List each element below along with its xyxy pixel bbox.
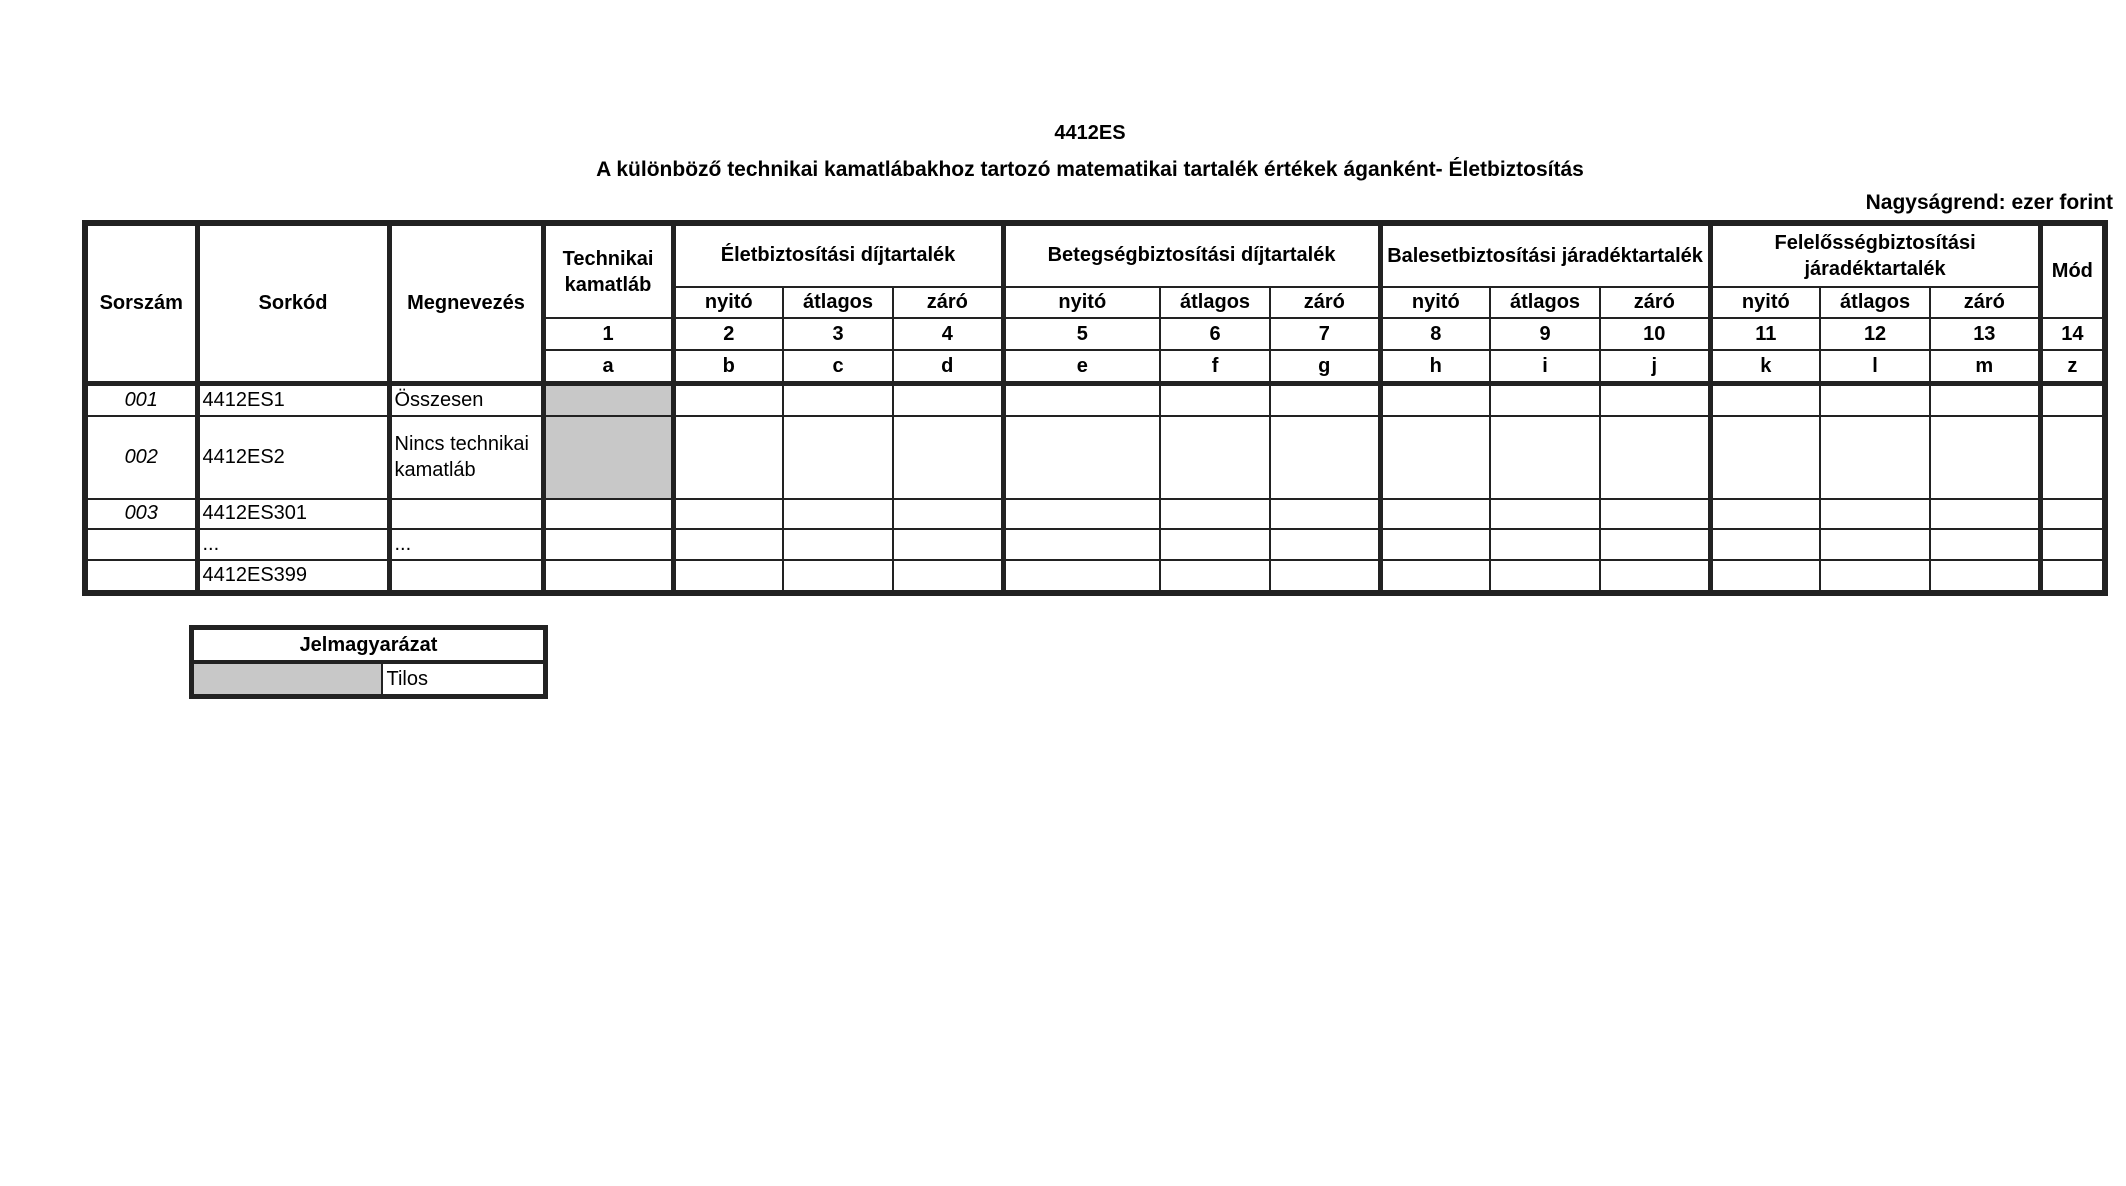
data-cell[interactable] bbox=[1600, 560, 1710, 593]
data-cell[interactable] bbox=[1820, 529, 1930, 560]
col-letter: c bbox=[783, 350, 893, 383]
sub-header: záró bbox=[893, 287, 1003, 319]
data-cell[interactable] bbox=[1270, 384, 1380, 416]
row-number: 002 bbox=[85, 416, 197, 499]
data-cell[interactable] bbox=[783, 384, 893, 416]
data-cell[interactable] bbox=[1600, 384, 1710, 416]
row-number: 003 bbox=[85, 499, 197, 530]
row-name: Nincs technikai kamatláb bbox=[389, 416, 543, 499]
data-cell[interactable] bbox=[1600, 499, 1710, 530]
forbidden-cell bbox=[543, 384, 673, 416]
col-number: 12 bbox=[1820, 318, 1930, 350]
row-code: ... bbox=[197, 529, 389, 560]
data-cell[interactable] bbox=[1820, 384, 1930, 416]
group-header-felelosseg: Felelősségbiztosítási járadéktartalék bbox=[1710, 223, 2040, 287]
data-cell[interactable] bbox=[783, 499, 893, 530]
table-code: 4412ES bbox=[1054, 122, 1126, 144]
col-number: 2 bbox=[673, 318, 783, 350]
sub-header: záró bbox=[1930, 287, 2040, 319]
data-cell[interactable] bbox=[1003, 499, 1160, 530]
data-cell[interactable] bbox=[1490, 529, 1600, 560]
sub-header: átlagos bbox=[1490, 287, 1600, 319]
data-cell[interactable] bbox=[1600, 529, 1710, 560]
data-cell[interactable] bbox=[893, 416, 1003, 499]
table-row bbox=[85, 384, 2105, 416]
sub-header: nyitó bbox=[1710, 287, 1820, 319]
data-cell[interactable] bbox=[1820, 416, 1930, 499]
data-cell[interactable] bbox=[1003, 560, 1160, 593]
col-letter: e bbox=[1003, 350, 1160, 383]
data-cell[interactable] bbox=[1600, 416, 1710, 499]
data-cell[interactable] bbox=[673, 560, 783, 593]
col-letter: l bbox=[1820, 350, 1930, 383]
data-cell[interactable] bbox=[893, 499, 1003, 530]
data-cell[interactable] bbox=[1270, 416, 1380, 499]
data-cell[interactable] bbox=[1160, 416, 1270, 499]
data-cell[interactable] bbox=[673, 416, 783, 499]
data-cell[interactable] bbox=[1380, 384, 1490, 416]
row-name bbox=[389, 499, 543, 530]
data-cell[interactable] bbox=[1380, 560, 1490, 593]
col-letter: g bbox=[1270, 350, 1380, 383]
data-cell[interactable] bbox=[1710, 499, 1820, 530]
data-cell[interactable] bbox=[783, 560, 893, 593]
col-number: 3 bbox=[783, 318, 893, 350]
legend-table bbox=[189, 625, 548, 699]
data-cell[interactable] bbox=[1820, 499, 1930, 530]
row-number bbox=[85, 529, 197, 560]
sub-header: záró bbox=[1270, 287, 1380, 319]
data-cell[interactable] bbox=[783, 529, 893, 560]
sub-header: átlagos bbox=[1820, 287, 1930, 319]
col-header-technikai: Technikai kamatláb bbox=[543, 223, 673, 318]
data-cell[interactable] bbox=[1160, 499, 1270, 530]
legend-swatch-forbidden bbox=[192, 662, 382, 697]
data-cell[interactable] bbox=[543, 560, 673, 593]
data-cell[interactable] bbox=[1003, 529, 1160, 560]
row-name: Összesen bbox=[389, 384, 543, 416]
data-cell[interactable] bbox=[1710, 529, 1820, 560]
data-cell[interactable] bbox=[1380, 529, 1490, 560]
row-code: 4412ES399 bbox=[197, 560, 389, 593]
data-cell[interactable] bbox=[1490, 560, 1600, 593]
col-letter: a bbox=[543, 350, 673, 383]
data-cell[interactable] bbox=[1490, 384, 1600, 416]
data-cell[interactable] bbox=[1930, 384, 2040, 416]
data-cell[interactable] bbox=[1490, 499, 1600, 530]
group-header-elet: Életbiztosítási díjtartalék bbox=[673, 223, 1003, 287]
table-row bbox=[85, 560, 2105, 593]
col-number: 4 bbox=[893, 318, 1003, 350]
row-name bbox=[389, 560, 543, 593]
data-cell[interactable] bbox=[2040, 384, 2105, 416]
col-letter: i bbox=[1490, 350, 1600, 383]
data-cell[interactable] bbox=[2040, 560, 2105, 593]
legend-label-forbidden: Tilos bbox=[382, 662, 546, 697]
data-cell[interactable] bbox=[1820, 560, 1930, 593]
col-letter: z bbox=[2040, 350, 2105, 383]
data-cell[interactable] bbox=[1930, 560, 2040, 593]
unit-label: Nagyságrend: ezer forint bbox=[1865, 191, 2113, 214]
sub-header: nyitó bbox=[673, 287, 783, 319]
col-letter: d bbox=[893, 350, 1003, 383]
forbidden-cell bbox=[543, 416, 673, 499]
sub-header: nyitó bbox=[1003, 287, 1160, 319]
data-cell[interactable] bbox=[543, 529, 673, 560]
col-header-mod: Mód bbox=[2040, 223, 2105, 318]
table-row bbox=[85, 416, 2105, 499]
col-letter: m bbox=[1930, 350, 2040, 383]
data-cell[interactable] bbox=[893, 560, 1003, 593]
data-cell[interactable] bbox=[1710, 560, 1820, 593]
data-cell[interactable] bbox=[2040, 416, 2105, 499]
data-cell[interactable] bbox=[1270, 529, 1380, 560]
data-cell[interactable] bbox=[2040, 529, 2105, 560]
col-number: 8 bbox=[1380, 318, 1490, 350]
data-cell[interactable] bbox=[1003, 384, 1160, 416]
data-cell[interactable] bbox=[2040, 499, 2105, 530]
col-letter: j bbox=[1600, 350, 1710, 383]
col-number: 11 bbox=[1710, 318, 1820, 350]
sub-header: záró bbox=[1600, 287, 1710, 319]
data-cell[interactable] bbox=[1930, 416, 2040, 499]
data-cell[interactable] bbox=[1160, 529, 1270, 560]
data-cell[interactable] bbox=[1930, 499, 2040, 530]
col-letter: f bbox=[1160, 350, 1270, 383]
data-cell[interactable] bbox=[893, 529, 1003, 560]
data-cell[interactable] bbox=[1270, 560, 1380, 593]
col-header-sorkod: Sorkód bbox=[197, 223, 389, 384]
data-cell[interactable] bbox=[673, 499, 783, 530]
data-cell[interactable] bbox=[1160, 560, 1270, 593]
row-number bbox=[85, 560, 197, 593]
data-cell[interactable] bbox=[543, 499, 673, 530]
group-header-baleset: Balesetbiztosítási járadéktartalék bbox=[1380, 223, 1710, 287]
col-number: 9 bbox=[1490, 318, 1600, 350]
sub-header: átlagos bbox=[783, 287, 893, 319]
sub-header: nyitó bbox=[1380, 287, 1490, 319]
data-table bbox=[82, 220, 2108, 596]
col-header-megnevezes: Megnevezés bbox=[389, 223, 543, 384]
col-number: 13 bbox=[1930, 318, 2040, 350]
col-letter: h bbox=[1380, 350, 1490, 383]
row-code: 4412ES2 bbox=[197, 416, 389, 499]
row-code: 4412ES1 bbox=[197, 384, 389, 416]
col-number: 7 bbox=[1270, 318, 1380, 350]
row-name: ... bbox=[389, 529, 543, 560]
data-cell[interactable] bbox=[783, 416, 893, 499]
data-cell[interactable] bbox=[1380, 416, 1490, 499]
data-cell[interactable] bbox=[1930, 529, 2040, 560]
data-cell[interactable] bbox=[673, 384, 783, 416]
sub-header: átlagos bbox=[1160, 287, 1270, 319]
data-cell[interactable] bbox=[673, 529, 783, 560]
col-number: 1 bbox=[543, 318, 673, 350]
row-number: 001 bbox=[85, 384, 197, 416]
data-cell[interactable] bbox=[893, 384, 1003, 416]
col-header-sorszam: Sorszám bbox=[85, 223, 197, 384]
row-code: 4412ES301 bbox=[197, 499, 389, 530]
group-header-beteg: Betegségbiztosítási díjtartalék bbox=[1003, 223, 1380, 287]
col-number: 14 bbox=[2040, 318, 2105, 350]
col-letter: b bbox=[673, 350, 783, 383]
col-number: 10 bbox=[1600, 318, 1710, 350]
legend-title: Jelmagyarázat bbox=[192, 628, 546, 663]
data-cell[interactable] bbox=[1160, 384, 1270, 416]
data-cell[interactable] bbox=[1710, 384, 1820, 416]
page-title: A különböző technikai kamatlábakhoz tartozó matematikai tartalék értékek áganként- Életbiztosítás bbox=[596, 158, 1584, 181]
data-cell[interactable] bbox=[1380, 499, 1490, 530]
col-letter: k bbox=[1710, 350, 1820, 383]
table-row bbox=[85, 499, 2105, 530]
col-number: 5 bbox=[1003, 318, 1160, 350]
col-number: 6 bbox=[1160, 318, 1270, 350]
data-cell[interactable] bbox=[1270, 499, 1380, 530]
data-cell[interactable] bbox=[1710, 416, 1820, 499]
table-row bbox=[85, 529, 2105, 560]
data-cell[interactable] bbox=[1490, 416, 1600, 499]
data-cell[interactable] bbox=[1003, 416, 1160, 499]
